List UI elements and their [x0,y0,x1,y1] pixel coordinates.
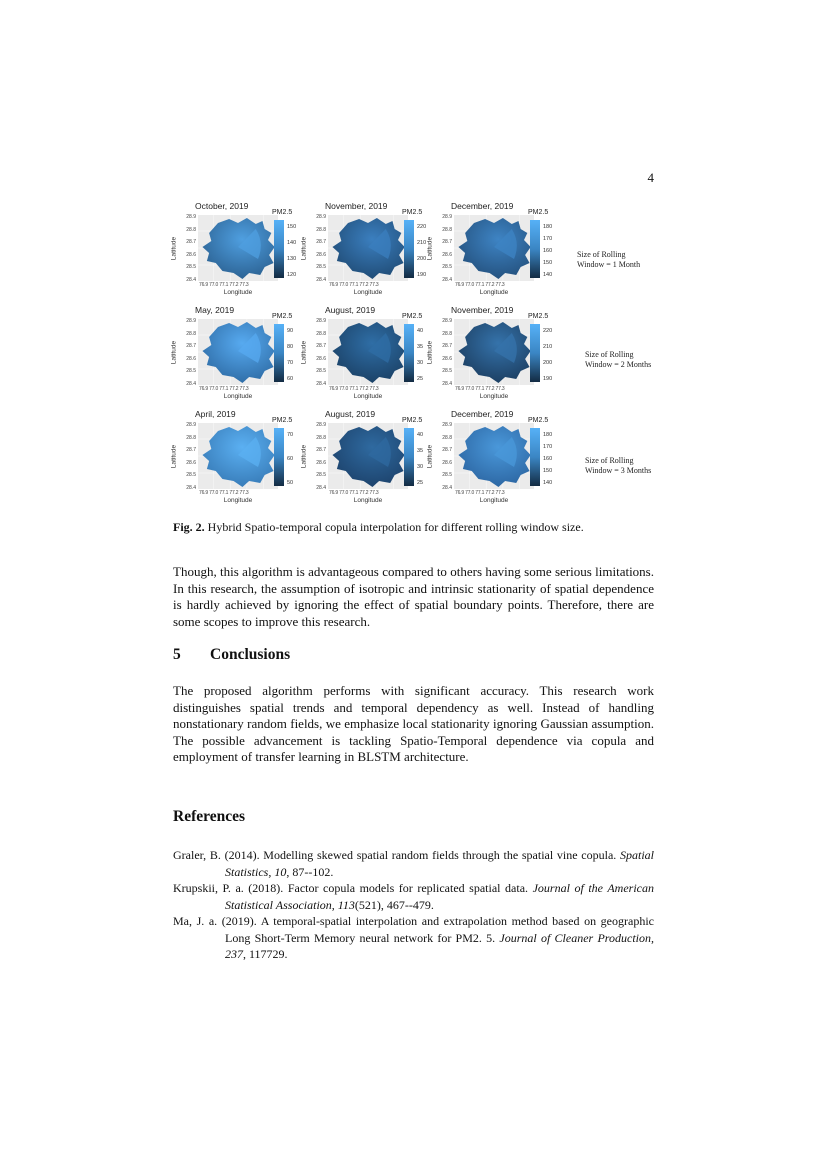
legend-tick-label: 25 [417,480,424,486]
y-tick-label: 28.9 [316,422,326,428]
x-axis-label: Longitude [479,289,509,296]
legend-tick-label: 130 [287,256,297,262]
panel-title: November, 2019 [325,201,388,211]
legend-title: PM2.5 [402,417,423,424]
pm25-surface [332,218,404,279]
map-panel [300,306,424,404]
rolling-window-label-line: Window = 3 Months [585,466,652,475]
x-tick-labels: 76.9 77.0 77.1 77.2 77.3 [199,386,249,392]
y-tick-label: 28.9 [442,318,452,324]
legend-title: PM2.5 [528,209,549,216]
map-panel [170,306,294,404]
legend-title: PM2.5 [272,209,293,216]
map-plot-area [198,215,278,281]
y-tick-label: 28.5 [316,472,326,478]
y-tick-label: 28.6 [316,459,326,466]
legend-tick-label: 30 [417,360,424,366]
map-panel [300,201,427,300]
map-plot-area [198,319,278,385]
map-panel [170,201,297,300]
legend-tick-label: 190 [543,376,553,382]
rolling-window-label-line: Window = 2 Months [585,360,652,369]
section-title: Conclusions [210,646,291,663]
x-tick-labels: 76.9 77.0 77.1 77.2 77.3 [199,282,249,288]
y-tick-label: 28.4 [442,380,452,387]
reference-item [173,880,654,913]
x-tick-labels: 76.9 77.0 77.1 77.2 77.3 [455,490,505,496]
map-plot-area [328,319,408,385]
y-tick-label: 28.9 [316,318,326,324]
y-tick-label: 28.6 [186,355,196,362]
y-tick-label: 28.8 [316,330,326,337]
legend-tick-label: 80 [287,344,294,350]
legend-tick-label: 70 [287,432,294,438]
y-tick-label: 28.8 [442,330,452,337]
y-tick-label: 28.4 [442,276,452,283]
legend-colorbar [404,324,414,382]
reference-journal: Journal of Cleaner Production, 237 [225,930,654,961]
y-tick-label: 28.8 [316,226,326,233]
legend-colorbar [274,324,284,382]
y-tick-label: 28.5 [186,264,196,270]
y-tick-label: 28.6 [442,251,452,258]
pm25-surface [202,426,274,487]
y-tick-label: 28.9 [442,214,452,220]
legend-tick-label: 210 [543,344,553,350]
legend-tick-label: 50 [287,480,294,486]
y-tick-label: 28.7 [316,343,326,349]
x-tick-labels: 76.9 77.0 77.1 77.2 77.3 [329,490,379,496]
reference-rest: (521), 467--479. [354,897,434,912]
legend-tick-label: 170 [543,236,553,242]
y-tick-label: 28.5 [186,472,196,478]
rolling-window-label [577,250,667,270]
figure-grid [170,202,660,518]
pm25-surface [332,426,404,487]
paragraph-conclusions: The proposed algorithm performs with significant accuracy. This research work distinguishes spatial trends and temporal dependency as well. Instead of handling nonstationary random fields, we emphasize local stationarity ignoring Gaussian assumption. The possible advancement is tackling Spatio-Temporal dependence via copula and employment of transfer learning in BLSTM architecture. [173,683,654,764]
map-panel [300,410,424,508]
y-axis-label: Latitude [300,236,308,261]
references-heading: References [173,808,246,825]
legend-tick-label: 40 [417,328,424,334]
y-tick-label: 28.9 [442,422,452,428]
y-tick-label: 28.7 [316,239,326,245]
y-tick-label: 28.8 [442,434,452,441]
caption-label: Fig. 2. [173,520,205,534]
legend-tick-label: 200 [417,256,427,262]
y-tick-label: 28.6 [442,459,452,466]
legend-tick-label: 70 [287,360,294,366]
y-tick-label: 28.8 [316,434,326,441]
y-tick-label: 28.8 [186,434,196,441]
legend-title: PM2.5 [528,417,549,424]
map-plot-area [454,319,534,385]
y-tick-label: 28.7 [186,447,196,453]
section-number: 5 [173,646,181,663]
map-panel [170,410,294,508]
map-panel [426,201,553,300]
x-tick-labels: 76.9 77.0 77.1 77.2 77.3 [329,386,379,392]
legend-tick-label: 120 [287,272,297,278]
legend-colorbar [404,428,414,486]
panel-title: November, 2019 [451,305,514,315]
y-tick-label: 28.9 [316,214,326,220]
figure-caption [173,520,584,535]
x-axis-label: Longitude [223,497,253,504]
y-tick-label: 28.9 [186,318,196,324]
x-axis-label: Longitude [479,497,509,504]
section-heading [173,646,290,664]
map-plot-area [328,423,408,489]
legend-tick-label: 150 [543,468,553,474]
legend-tick-label: 180 [543,224,553,230]
legend-tick-label: 140 [543,480,553,486]
y-tick-label: 28.4 [316,380,326,387]
x-tick-labels: 76.9 77.0 77.1 77.2 77.3 [455,282,505,288]
y-tick-label: 28.5 [442,368,452,374]
pm25-surface [202,218,274,279]
legend-tick-label: 160 [543,456,553,462]
legend-tick-label: 35 [417,448,424,454]
y-axis-label: Latitude [426,236,434,261]
legend-colorbar [530,324,540,382]
legend-tick-label: 200 [543,360,553,366]
legend-tick-label: 90 [287,328,294,334]
y-tick-label: 28.4 [186,484,196,491]
reference-authors: Graler, B. (2014). Modelling skewed spatial random fields through the spatial vine copula. [173,848,620,862]
x-tick-labels: 76.9 77.0 77.1 77.2 77.3 [329,282,379,288]
y-axis-label: Latitude [426,444,434,469]
legend-tick-label: 60 [287,376,294,382]
panel-title: May, 2019 [195,305,235,315]
legend-tick-label: 180 [543,432,553,438]
legend-tick-label: 30 [417,464,424,470]
rolling-window-label-line: Window = 1 Month [577,260,641,269]
rolling-window-label-line: Size of Rolling [577,250,626,259]
legend-title: PM2.5 [402,209,423,216]
x-tick-labels: 76.9 77.0 77.1 77.2 77.3 [199,490,249,496]
y-tick-label: 28.6 [186,459,196,466]
legend-colorbar [530,220,540,278]
y-tick-label: 28.8 [186,226,196,233]
reference-authors: Ma, J. a. (2019). A temporal-spatial interpolation and extrapolation method based on geographic Long Short-Term Memory neural network for PM2. 5. [173,914,654,945]
legend-colorbar [404,220,414,278]
x-axis-label: Longitude [353,393,383,400]
y-tick-label: 28.7 [186,239,196,245]
y-tick-label: 28.7 [442,343,452,349]
x-axis-label: Longitude [353,289,383,296]
legend-colorbar [274,428,284,486]
panel-title: August, 2019 [325,305,376,315]
y-tick-label: 28.7 [442,447,452,453]
y-tick-label: 28.5 [316,264,326,270]
legend-tick-label: 220 [417,224,427,230]
legend-colorbar [530,428,540,486]
map-panel [426,305,553,404]
legend-tick-label: 170 [543,444,553,450]
y-tick-label: 28.5 [442,264,452,270]
rolling-window-label [585,350,675,370]
y-tick-label: 28.4 [442,484,452,491]
map-plot-area [454,423,534,489]
reference-journal: Journal of the American Statistical Association, 113 [225,881,654,912]
y-tick-label: 28.8 [442,226,452,233]
y-axis-label: Latitude [170,236,178,261]
reference-journal: Spatial Statistics, 10 [225,848,654,879]
y-axis-label: Latitude [170,340,178,365]
x-axis-label: Longitude [479,393,509,400]
y-tick-label: 28.6 [442,355,452,362]
y-axis-label: Latitude [300,340,308,365]
pm25-surface [332,322,404,383]
legend-title: PM2.5 [402,313,423,320]
legend-tick-label: 25 [417,376,424,382]
panel-title: October, 2019 [195,201,249,211]
rolling-window-label-line: Size of Rolling [585,456,634,465]
map-panel [426,409,553,508]
y-tick-label: 28.7 [442,239,452,245]
map-plot-area [454,215,534,281]
y-tick-label: 28.5 [186,368,196,374]
pm25-surface [458,218,530,279]
legend-title: PM2.5 [272,417,293,424]
legend-colorbar [274,220,284,278]
legend-tick-label: 40 [417,432,424,438]
legend-tick-label: 220 [543,328,553,334]
x-axis-label: Longitude [353,497,383,504]
reference-item [173,847,654,880]
caption-text: Hybrid Spatio-temporal copula interpolation for different rolling window size. [204,520,584,534]
y-tick-label: 28.5 [442,472,452,478]
pm25-surface [202,322,274,383]
y-tick-label: 28.8 [186,330,196,337]
y-axis-label: Latitude [300,444,308,469]
legend-tick-label: 140 [543,272,553,278]
y-axis-label: Latitude [170,444,178,469]
legend-tick-label: 210 [417,240,427,246]
legend-title: PM2.5 [272,313,293,320]
legend-tick-label: 150 [543,260,553,266]
y-tick-label: 28.9 [186,214,196,220]
y-tick-label: 28.9 [186,422,196,428]
map-plot-area [198,423,278,489]
page-number: 4 [647,170,654,185]
y-tick-label: 28.4 [316,484,326,491]
panel-title: December, 2019 [451,409,514,419]
rolling-window-label-line: Size of Rolling [585,350,634,359]
legend-tick-label: 150 [287,224,297,230]
x-axis-label: Longitude [223,289,253,296]
legend-tick-label: 140 [287,240,297,246]
pm25-surface [458,426,530,487]
y-axis-label: Latitude [426,340,434,365]
legend-title: PM2.5 [528,313,549,320]
y-tick-label: 28.6 [316,251,326,258]
legend-tick-label: 190 [417,272,427,278]
reference-authors: Krupskii, P. a. (2018). Factor copula models for replicated spatial data. [173,881,533,895]
y-tick-label: 28.6 [316,355,326,362]
y-tick-label: 28.4 [316,276,326,283]
pm25-surface [458,322,530,383]
y-tick-label: 28.6 [186,251,196,258]
reference-rest: , 117729. [243,947,288,961]
panel-title: April, 2019 [195,409,236,419]
legend-tick-label: 60 [287,456,294,462]
panel-title: December, 2019 [451,201,514,211]
rolling-window-label [585,456,675,476]
y-tick-label: 28.5 [316,368,326,374]
reference-rest: , 87--102. [286,864,334,879]
map-plot-area [328,215,408,281]
x-axis-label: Longitude [223,393,253,400]
reference-item [173,913,654,963]
y-tick-label: 28.4 [186,380,196,387]
x-tick-labels: 76.9 77.0 77.1 77.2 77.3 [455,386,505,392]
y-tick-label: 28.7 [186,343,196,349]
y-tick-label: 28.7 [316,447,326,453]
paragraph-limitations: Though, this algorithm is advantageous compared to others having some serious limitations. In this research, the assumption of isotropic and intrinsic stationarity of spatial dependence is hardly achieved by ignoring the effect of spatial boundary points. Therefore, there are some scopes to improve this research. [173,564,654,629]
y-tick-label: 28.4 [186,276,196,283]
legend-tick-label: 160 [543,248,553,254]
panel-title: August, 2019 [325,409,376,419]
legend-tick-label: 35 [417,344,424,350]
